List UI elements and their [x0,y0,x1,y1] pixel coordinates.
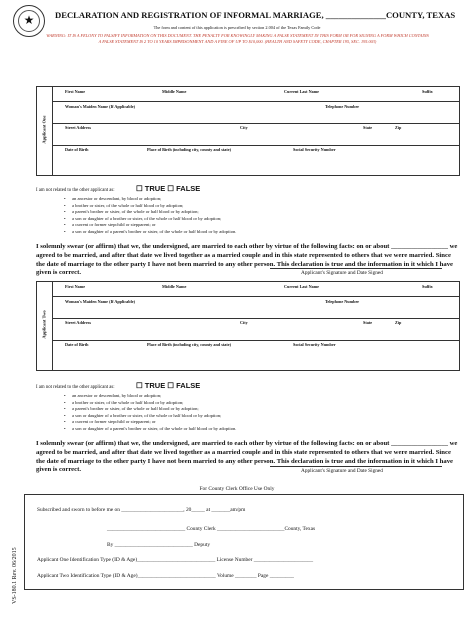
signature-label: Applicant's Signature and Date Signed [301,468,383,474]
applicant-two-id-line[interactable]: Applicant Two Identification Type (ID & Age)_____________________________ Volume ________ Page _________ [37,573,294,579]
applicant-two-label: Applicant Two [41,310,47,339]
city-field[interactable]: City [240,125,248,130]
maiden-name-field[interactable]: Woman's Maiden Name (If Applicable) [65,299,136,304]
true-false-checkboxes[interactable]: ☐ TRUE ☐ FALSE [136,184,201,193]
list-item: • a son or daughter of a parent's brother or sister, of the whole or half blood or by adoption. [64,426,236,433]
applicant-two-box [36,281,460,371]
telephone-field[interactable]: Telephone Number [325,104,360,109]
list-item: • a parent's brother or sister, of the whole or half blood or by adoption; [64,406,236,413]
signature-line[interactable] [270,466,442,467]
sworn-line[interactable]: Subscribed and sworn to before me on _______________________, 20_____ at _______am/pm [37,507,246,513]
pob-field[interactable]: Place of Birth (including city, county and state) [147,147,231,152]
middle-name-field[interactable]: Middle Name [162,284,187,289]
relations-list [64,196,236,235]
middle-name-field[interactable]: Middle Name [162,89,187,94]
signature-label: Applicant's Signature and Date Signed [301,270,383,276]
list-item: • a son or daughter of a parent's brother or sister, of the whole or half blood or by adoption. [64,229,236,236]
list-item: • a son or daughter of a brother or sister, of the whole or half blood or by adoption; [64,413,236,420]
pob-field[interactable]: Place of Birth (including city, county and state) [147,342,231,347]
list-item: • a parent's brother or sister, of the whole or half blood or by adoption; [64,209,236,216]
relation-statement: I am not related to the other applicant as: [36,385,115,390]
suffix-field[interactable]: Suffix [422,284,433,289]
street-address-field[interactable]: Street Address [65,125,92,130]
list-item: • a brother or sister, of the whole or half blood or by adoption; [64,203,236,210]
first-name-field[interactable]: First Name [65,284,86,289]
oath-text: I solemnly swear (or affirm) that we, the undersigned, are married to each other by virtue of the following facts: on or about _________________ we agreed to be married, and after that date we lived together as a married couple and in this state represented to others that we were married. Since the date of marriage to the other party I have not been married to any other person. This declaration is true and the information in it which I have given is correct. [36,243,458,277]
dob-field[interactable]: Date of Birth [65,342,89,347]
signature-line[interactable] [270,268,442,269]
first-name-field[interactable]: First Name [65,89,86,94]
applicant-one-label: Applicant One [41,115,47,144]
ssn-field[interactable]: Social Security Number [293,342,336,347]
warning-text: WARNING: IT IS A FELONY TO FALSIFY INFORMATION ON THIS DOCUMENT. THE PENALTY FOR KNOWINGLY MAKING A FALSE STATEMENT IN THIS FORM OR FOR SIGNING A FORM WHICH CONTAINS A FALSE STATEMENT IS 2 TO 10 YEARS IMPRISONMENT AND A FINE OF UP TO $10,000. (HEALTH AND SAFETY CODE, CHAPTER 195, SEC. 195.003) [46,33,429,44]
city-field[interactable]: City [240,320,248,325]
applicant-one-id-line[interactable]: Applicant One Identification Type (ID & Age)_____________________________ License Number ______________________ [37,557,314,563]
texas-state-seal [13,5,45,37]
deputy-line[interactable]: By _____________________________ Deputy [107,542,211,548]
zip-field[interactable]: Zip [395,125,402,130]
true-false-checkboxes[interactable]: ☐ TRUE ☐ FALSE [136,381,201,390]
applicant-one-box [36,86,460,176]
zip-field[interactable]: Zip [395,320,402,325]
star-icon: ★ [23,13,35,27]
list-item: • a current or former stepchild or stepparent; or [64,419,236,426]
relations-list [64,393,236,432]
street-address-field[interactable]: Street Address [65,320,92,325]
suffix-field[interactable]: Suffix [422,89,433,94]
list-item: • a brother or sister, of the whole or half blood or by adoption; [64,400,236,407]
last-name-field[interactable]: Current Last Name [284,284,320,289]
list-item: • a current or former stepchild or stepparent; or [64,222,236,229]
maiden-name-field[interactable]: Woman's Maiden Name (If Applicable) [65,104,136,109]
list-item: • an ancestor or descendant, by blood or adoption; [64,393,236,400]
clerk-box [24,494,464,590]
clerk-heading: For County Clerk Office Use Only [199,486,275,492]
list-item: • an ancestor or descendant, by blood or adoption; [64,196,236,203]
county-clerk-line[interactable]: _____________________________ County Clerk _________________________County, Texas [107,526,316,532]
dob-field[interactable]: Date of Birth [65,147,89,152]
relation-statement: I am not related to the other applicant as: [36,188,115,193]
list-item: • a son or daughter of a brother or sister, of the whole or half blood or by adoption; [64,216,236,223]
form-title: DECLARATION AND REGISTRATION OF INFORMAL MARRIAGE, ______________COUNTY, TEXAS [55,10,456,20]
form-number: VS-180.1 Rev. 06/2015 [12,547,18,604]
oath-text: I solemnly swear (or affirm) that we, the undersigned, are married to each other by virtue of the following facts: on or about _________________ we agreed to be married, and after that date we lived together as a married couple and in this state represented to others that we were married. Since the date of marriage to the other party I have not been married to any other person. This declaration is true and the information in it which I have given is correct. [36,440,458,474]
last-name-field[interactable]: Current Last Name [284,89,320,94]
telephone-field[interactable]: Telephone Number [325,299,360,304]
state-field[interactable]: State [363,125,373,130]
ssn-field[interactable]: Social Security Number [293,147,336,152]
state-field[interactable]: State [363,320,373,325]
form-subtitle: The form and content of this application is prescribed by section 2.004 of the Texas Family Code [153,25,321,30]
